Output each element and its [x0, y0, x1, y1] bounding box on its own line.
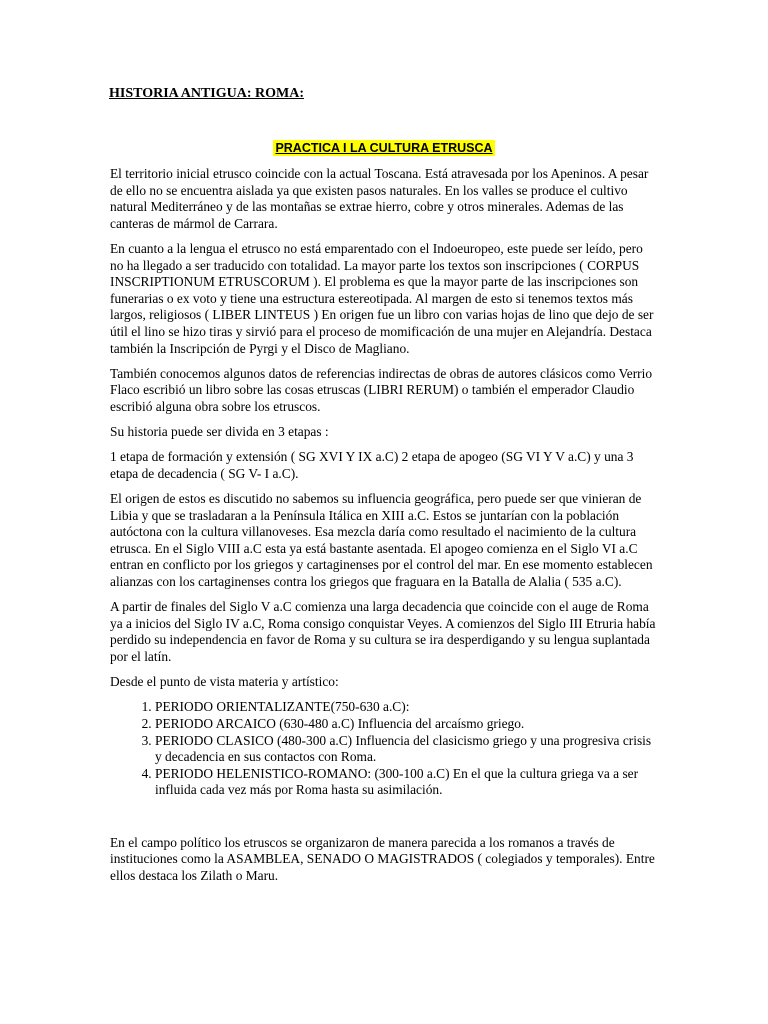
paragraph-territory: El territorio inicial etrusco coincide con la actual Toscana. Está atravesada por los Apeninos. A pesar de ello no se encuentra aislada ya que existen pasos naturales. En los valles se produce el cultivo natural Mediterráneo y de las montañas se extrae hierro, cobre y otros minerales. Ademas de las canteras de mármol de Carrara.	[110, 166, 649, 231]
document-title: HISTORIA ANTIGUA: ROMA:	[109, 86, 304, 101]
list-item: 2. PERIODO ARCAICO (630-480 a.C) Influencia del arcaísmo griego.	[155, 716, 658, 733]
paragraph-sources: También conocemos algunos datos de referencias indirectas de obras de autores clásicos como Verrio Flaco escribió un libro sobre las cosas etruscas (LIBRI RERUM) o también el emperador Claudio escribió alguna obra sobre los etruscos.	[110, 365, 653, 414]
periods-list	[110, 699, 658, 799]
list-item: 1. PERIODO ORIENTALIZANTE(750-630 a.C):	[155, 699, 658, 716]
highlighted-subtitle: PRACTICA I LA CULTURA ETRUSCA	[275, 141, 493, 155]
paragraph-decline: A partir de finales del Siglo V a.C comienza una larga decadencia que coincide con el auge de Roma ya a inicios del Siglo IV a.C, Roma consigo conquistar Veyes. A comienzos del Siglo III Etruria había perdido su independencia en favor de Roma y su cultura se ira desperdigando y su lengua suplantada por el latín.	[110, 599, 656, 664]
paragraph-stages: 1 etapa de formación y extensión ( SG XVI Y IX a.C) 2 etapa de apogeo (SG VI Y V a.C) y una 3 etapa de decadencia ( SG V- I a.C).	[110, 449, 634, 481]
document-body	[110, 166, 658, 893]
blank-line	[110, 808, 658, 835]
list-item: 4. PERIODO HELENISTICO-ROMANO: (300-100 a.C) En el que la cultura griega va a ser influida cada vez más por Roma hasta su asimilación.	[155, 766, 658, 799]
paragraph-origin: El origen de estos es discutido no sabemos su influencia geográfica, pero puede ser que vinieran de Libia y que se trasladaran a la Península Itálica en XIII a.C. Estos se juntarían con la población autóctona con la cultura villanoveses. Esa mezcla daría como resultado el nacimiento de la cultura etrusca. En el Siglo VIII a.C esta ya está bastante asentada. El apogeo comienza en el Siglo VI a.C entran en conflicto por los griegos y cartaginenses por el control del mar. En ese momento establecen alianzas con los cartaginenses contra los griegos que fraguara en la Batalla de Alalia ( 535 a.C).	[110, 491, 653, 590]
paragraph-politics: En el campo político los etruscos se organizaron de manera parecida a los romanos a través de instituciones como la ASAMBLEA, SENADO O MAGISTRADOS ( colegiados y temporales). Entre ellos destaca los Zilath o Maru.	[110, 834, 655, 883]
paragraph-art-intro: Desde el punto de vista materia y artístico:	[110, 674, 339, 690]
list-item: 3. PERIODO CLASICO (480-300 a.C) Influencia del clasicismo griego y una progresiva crisis y decadencia en sus contactos con Roma.	[155, 733, 658, 766]
subtitle-row	[0, 139, 768, 157]
paragraph-language: En cuanto a la lengua el etrusco no está emparentado con el Indoeuropeo, este puede ser leído, pero no ha llegado a ser traducido con totalidad. La mayor parte los textos son inscripciones ( CORPUS INSCRIPTIONUM ETRUSCORUM ). El problema es que la mayor parte de las inscripciones son funerarias o ex voto y tiene una estructura estereotipada. Al margen de esto si tenemos textos más largos, religiosos ( LIBER LINTEUS ) En origen fue un libro con varias hojas de lino que dejo de ser útil el lino se hizo tiras y sirvió para el proceso de momificación de una mujer en Alejandría. Destaca también la Inscripción de Pyrgi y el Disco de Magliano.	[110, 240, 654, 356]
paragraph-stages-intro: Su historia puede ser divida en 3 etapas :	[110, 424, 329, 440]
